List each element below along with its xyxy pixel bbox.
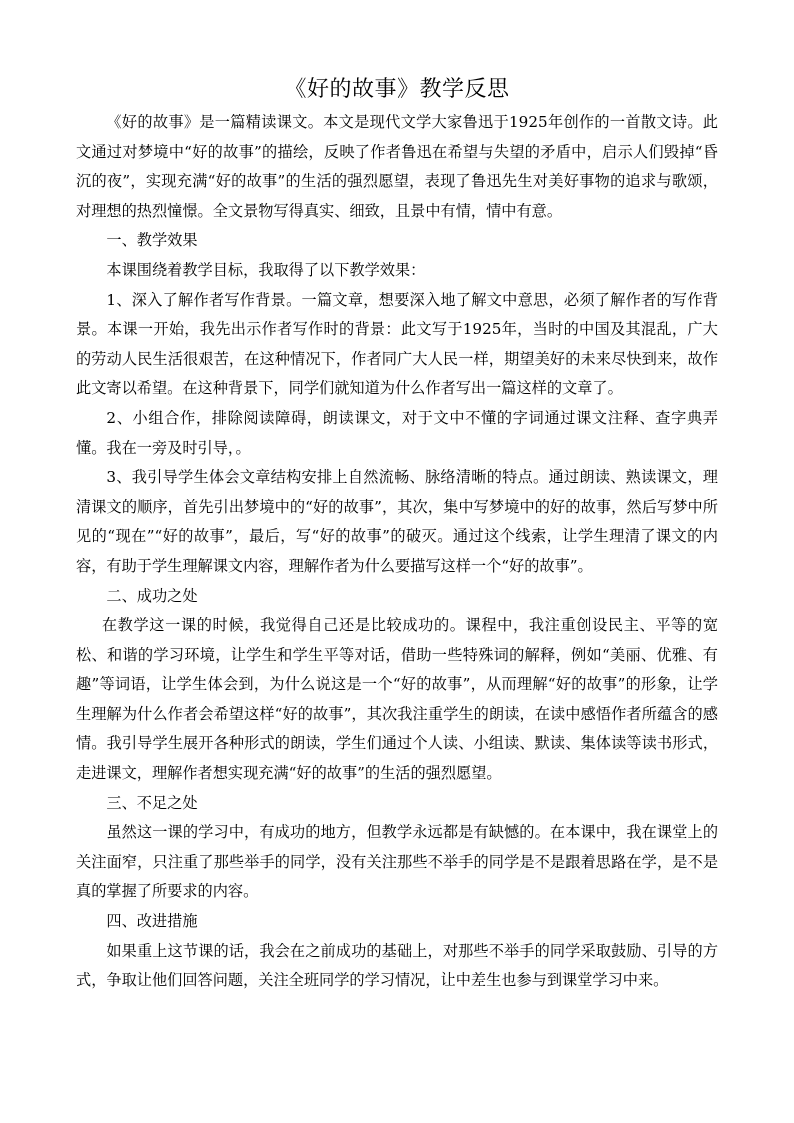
document-page — [76, 74, 718, 996]
success-paragraph: 在教学这一课的时候，我觉得自己还是比较成功的。课程中，我注重创设民主、平等的宽松、和谐的学习环境，让学生和学生平等对话，借助一些特殊词的解释，例如“美丽、优雅、有趣”等词语，让学生体会到，为什么说这是一个“好的故事”，从而理解“好的故事”的形象，让学生理解为什么作者会希望这样“好的故事”，其次我注重学生的朗读，在读中感悟作者所蕴含的感情。我引导学生展开各种形式的朗读，学生们通过个人读、小组读、默读、集体读等读书形式，走进课文，理解作者想实现充满“好的故事”的生活的强烈愿望。 — [76, 616, 718, 783]
effect-item-2: 2、小组合作，排除阅读障碍，朗读课文，对于文中不懂的字词通过课文注释、查字典弄懂。我在一旁及时引导，。 — [76, 408, 718, 457]
shortcomings-paragraph: 虽然这一课的学习中，有成功的地方，但教学永远都是有缺憾的。在本课中，我在课堂上的关注面窄，只注重了那些举手的同学，没有关注那些不举手的同学是不是跟着思路在学，是不是真的掌握了所要求的内容。 — [76, 823, 718, 901]
section-heading-shortcomings: 三、不足之处 — [106, 793, 198, 812]
section-heading-success: 二、成功之处 — [106, 586, 198, 605]
document-title: 《好的故事》教学反思 — [284, 77, 510, 102]
effect-intro-paragraph: 本课围绕着教学目标，我取得了以下教学效果： — [106, 260, 426, 279]
improvement-paragraph: 如果重上这节课的话，我会在之前成功的基础上，对那些不举手的同学采取鼓励、引导的方式，争取让他们回答问题，关注全班同学的学习情况，让中差生也参与到课堂学习中来。 — [76, 941, 718, 990]
section-heading-improvement: 四、改进措施 — [106, 912, 198, 931]
section-heading-teaching-effect: 一、教学效果 — [106, 231, 198, 250]
effect-item-1: 1、深入了解作者写作背景。一篇文章，想要深入地了解文中意思，必须了解作者的写作背景。本课一开始，我先出示作者写作时的背景：此文写于1925年，当时的中国及其混乱，广大的劳动人民生活很艰苦，在这种情况下，作者同广大人民一样，期望美好的未来尽快到来，故作此文寄以希望。在这种背景下，同学们就知道为什么作者写出一篇这样的文章了。 — [76, 290, 718, 398]
intro-paragraph: 《好的故事》是一篇精读课文。本文是现代文学大家鲁迅于1925年创作的一首散文诗。此文通过对梦境中“好的故事”的描绘，反映了作者鲁迅在希望与失望的矛盾中，启示人们毁掉“昏沉的夜”，实现充满“好的故事”的生活的强烈愿望，表现了鲁迅先生对美好事物的追求与歌颂，对理想的热烈憧憬。全文景物写得真实、细致，且景中有情，情中有意。 — [76, 113, 718, 220]
effect-item-3: 3、我引导学生体会文章结构安排上自然流畅、脉络清晰的特点。通过朗读、熟读课文，理清课文的顺序，首先引出梦境中的“好的故事”，其次，集中写梦境中的好的故事，然后写梦中所见的“现在”“好的故事”，最后，写“好的故事”的破灭。通过这个线索，让学生理清了课文的内容，有助于学生理解课文内容，理解作者为什么要描写这样一个“好的故事”。 — [76, 468, 718, 575]
